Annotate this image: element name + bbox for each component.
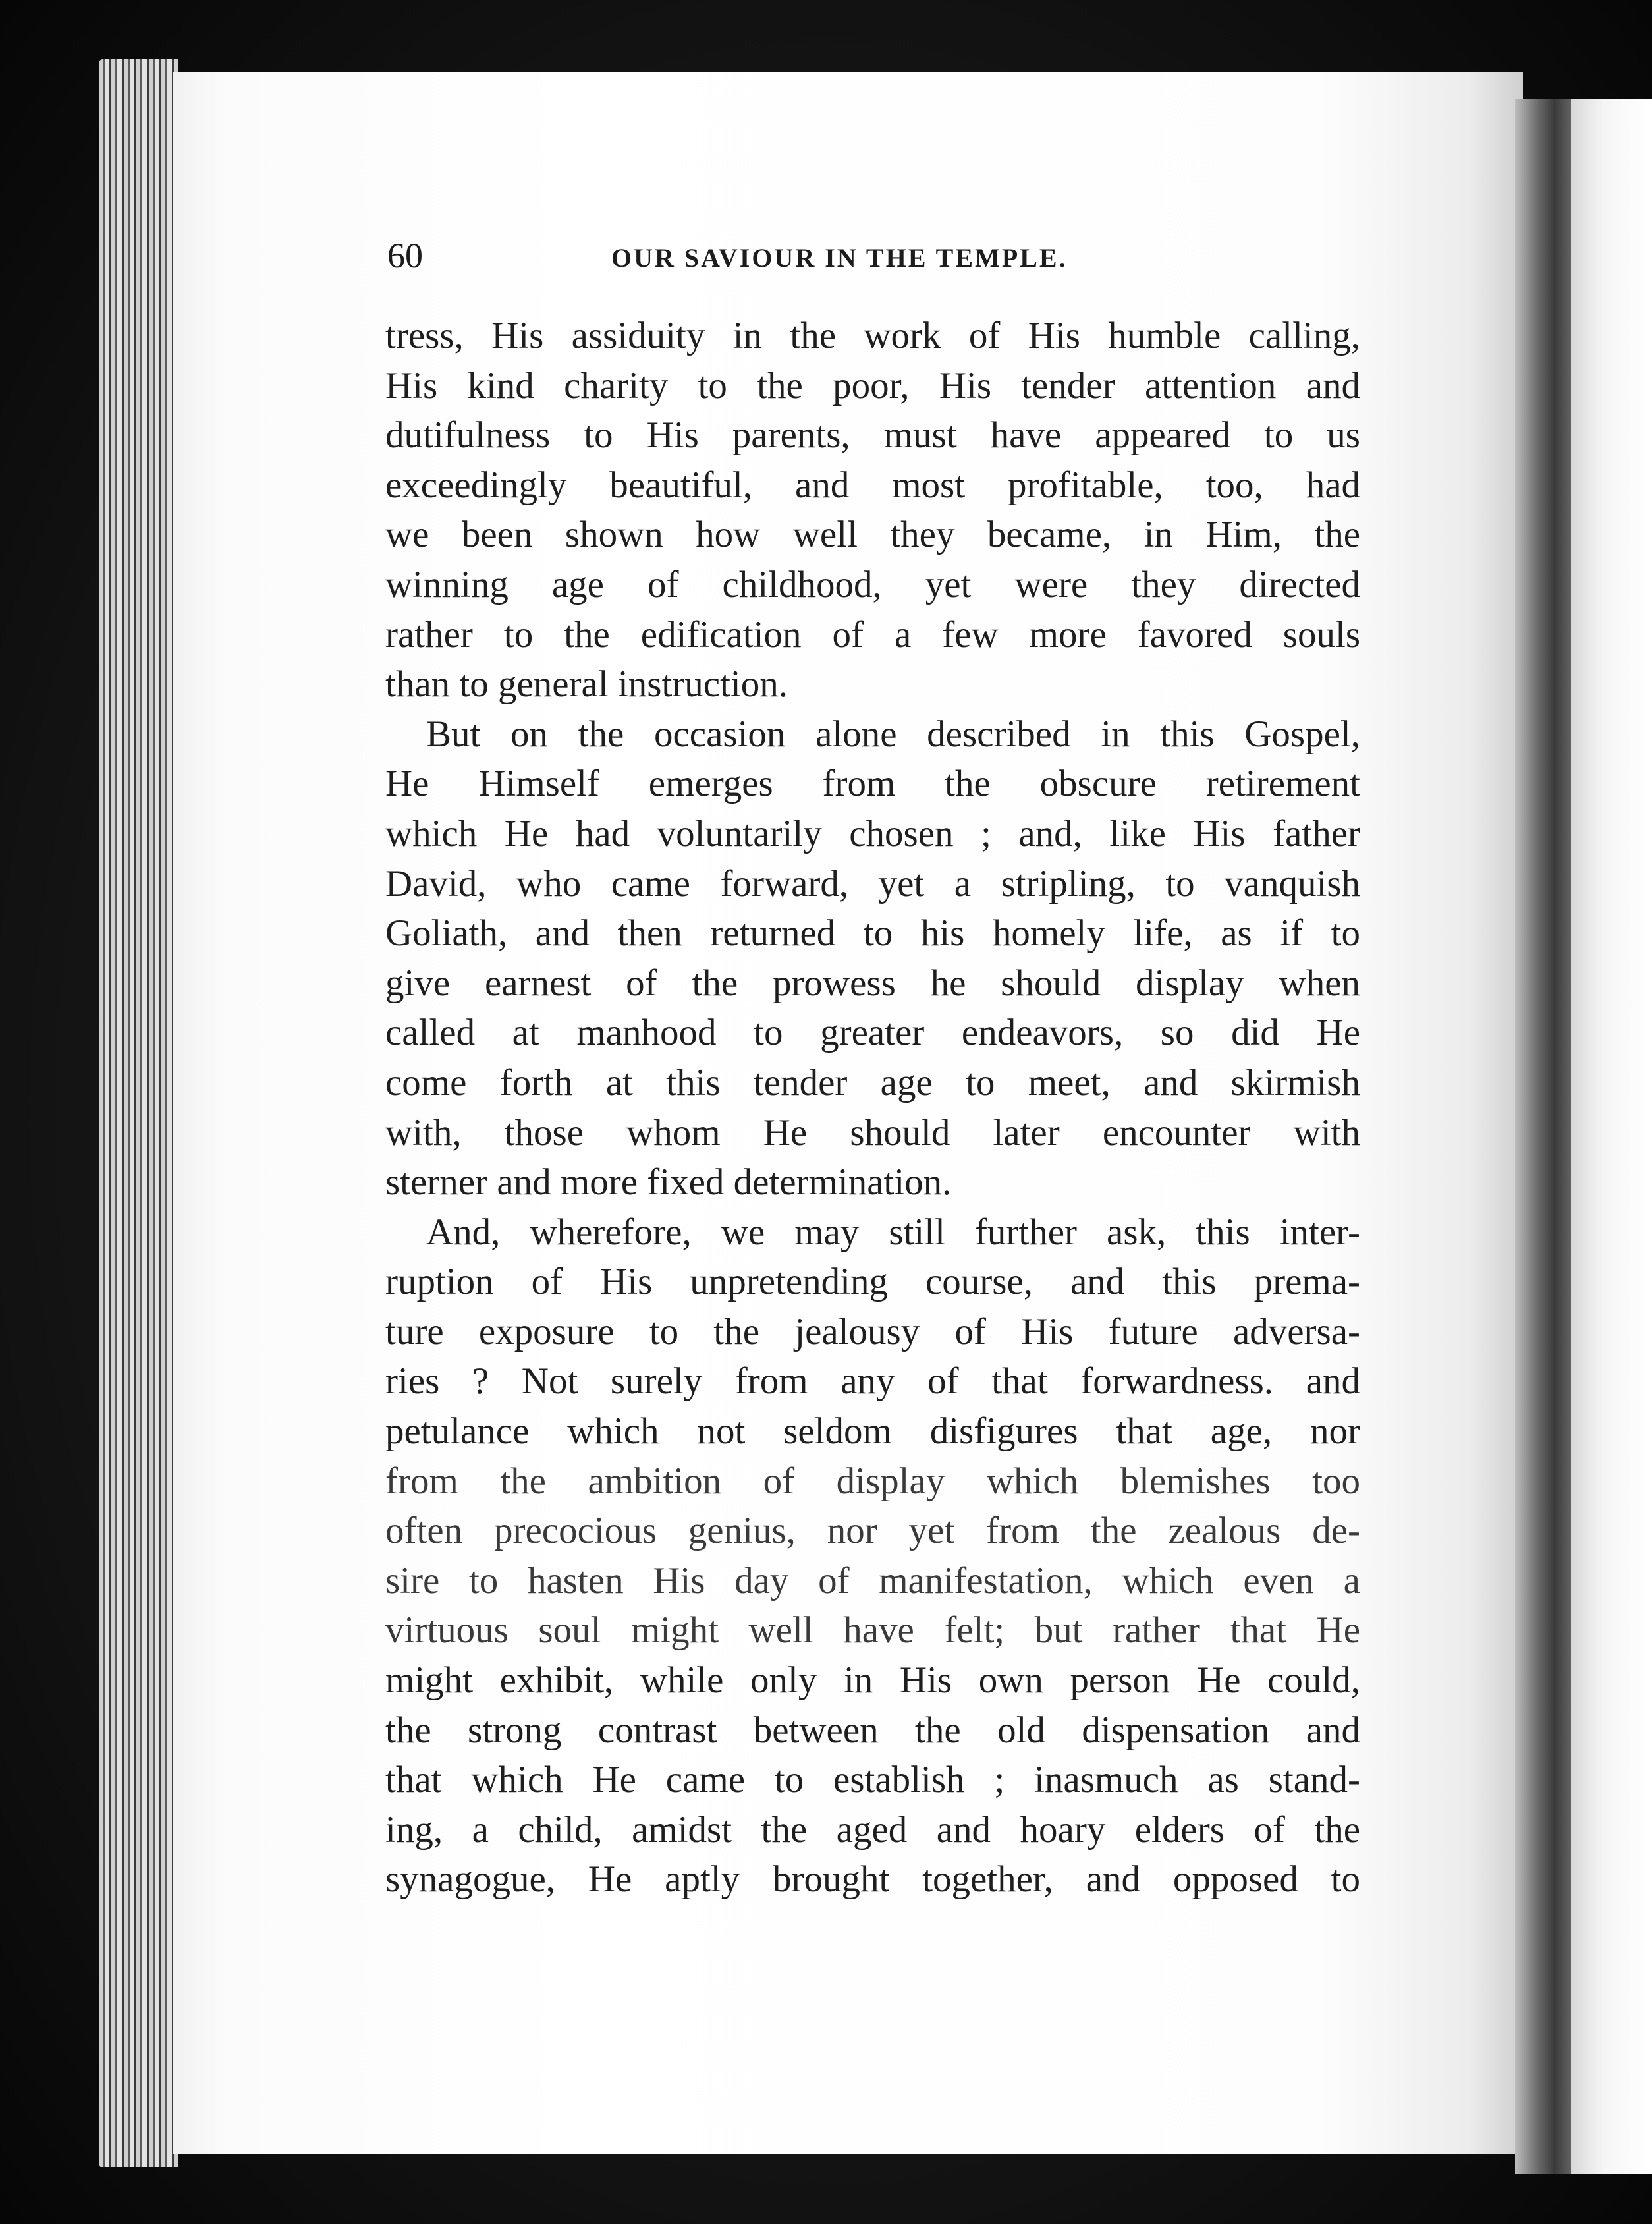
page-header (387, 232, 1357, 279)
text-line: ture exposure to the jealousy of His future adversa- (385, 1310, 1360, 1352)
text-line: often precocious genius, nor yet from the zealous de- (385, 1510, 1360, 1552)
text-line: synagogue, He aptly brought together, and opposed to (385, 1858, 1360, 1901)
page-number: 60 (387, 236, 423, 275)
text-line: But on the occasion alone described in this Gospel, (426, 713, 1360, 755)
text-line: ing, a child, amidst the aged and hoary elders of the (385, 1808, 1360, 1850)
text-line: rather to the edification of a few more favored souls (385, 613, 1360, 655)
text-line: which He had voluntarily chosen ; and, like His father (385, 812, 1360, 854)
text-line: we been shown how well they became, in Him, the (385, 514, 1360, 556)
text-line: sterner and more fixed determination. (385, 1161, 952, 1204)
text-line: from the ambition of display which blemishes too (385, 1460, 1360, 1502)
text-line: come forth at this tender age to meet, and skirmish (385, 1061, 1360, 1103)
text-line: might exhibit, while only in His own person He could, (385, 1659, 1360, 1702)
running-head: OUR SAVIOUR IN THE TEMPLE. (611, 243, 1068, 273)
text-line: than to general instruction. (385, 663, 788, 706)
text-line: Goliath, and then returned to his homely life, as if to (385, 912, 1360, 955)
text-line: winning age of childhood, yet were they directed (385, 563, 1360, 605)
text-line: called at manhood to greater endeavors, so did He (385, 1012, 1360, 1054)
page-body (385, 311, 1360, 1918)
text-line: ruption of His unpretending course, and this prema- (385, 1261, 1360, 1303)
page-edges (99, 59, 178, 2167)
text-line: And, wherefore, we may still further ask, this inter- (426, 1211, 1360, 1253)
text-line: tress, His assiduity in the work of His humble calling, (385, 315, 1360, 356)
text-line: exceedingly beautiful, and most profitable, too, had (385, 464, 1360, 506)
text-line: petulance which not seldom disfigures that age, nor (385, 1410, 1360, 1453)
text-line: His kind charity to the poor, His tender attention and (385, 364, 1360, 406)
text-line: with, those whom He should later encounter with (385, 1111, 1360, 1154)
text-line: the strong contrast between the old dispensation and (385, 1709, 1360, 1751)
text-line: ries ? Not surely from any of that forwardness. and (385, 1360, 1360, 1403)
text-line: David, who came forward, yet a stripling, to vanquish (385, 862, 1360, 904)
text-line: virtuous soul might well have felt; but rather that He (385, 1609, 1360, 1652)
facing-page (1571, 99, 1652, 2174)
text-line: dutifulness to His parents, must have appeared to us (385, 414, 1360, 457)
text-line: give earnest of the prowess he should display when (385, 962, 1360, 1004)
text-line: sire to hasten His day of manifestation, which even a (385, 1559, 1360, 1601)
text-line: that which He came to establish ; inasmuch as stand- (385, 1759, 1360, 1801)
text-line: He Himself emerges from the obscure retirement (385, 763, 1360, 805)
